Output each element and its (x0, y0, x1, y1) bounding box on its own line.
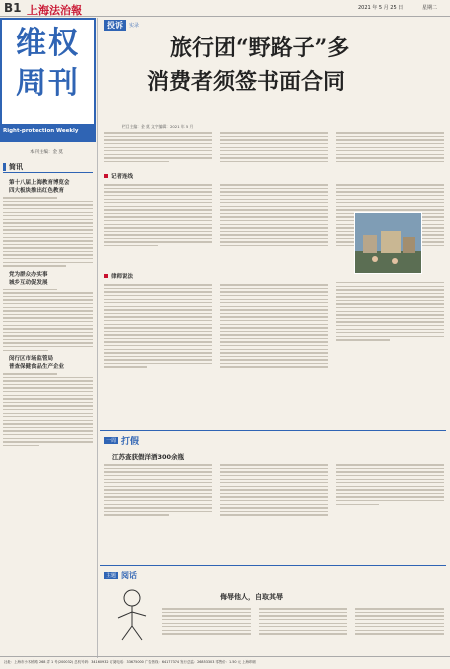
lead-sub-lawyer (104, 272, 133, 280)
brief-heading (3, 162, 93, 173)
lead-body-col2 (220, 130, 328, 170)
bottom-tag-label: 主题 (106, 573, 117, 579)
column-divider (97, 18, 98, 658)
middle-tag-main: 打假 (121, 437, 140, 447)
cartoon-figure-icon (106, 586, 158, 642)
lead-headline-1: 旅行团“野路子”多 (170, 35, 350, 61)
lead-body-low-col1 (104, 282, 212, 406)
lead-tag-label: 投诉 (104, 20, 126, 31)
footer-text: 社址：上海市小木桥路 268 弄 1 号(200032) 总机号码：34160932 订阅电话：33675000 广告热线：64177374 发行总监：26853303 零售价：1.50 元 上海印刷 (4, 660, 256, 664)
lead-sub-reporter (104, 172, 133, 180)
brief-item3-title-b: 普查保健食品生产企业 (9, 363, 65, 370)
bottom-body (162, 606, 444, 652)
middle-headline: 江苏查获假洋酒300余瓶 (112, 453, 185, 461)
brief-item2-body (3, 289, 93, 351)
lead-tag-sub: 实录 (129, 23, 140, 29)
lead-body-col3 (336, 130, 444, 170)
bottom-divider (100, 565, 446, 566)
middle-body-col2 (220, 462, 328, 562)
lead-headline-2: 消费者须签书面合同 (147, 69, 346, 95)
lead-body-mid-col2 (220, 182, 328, 270)
lead-body-low-col3 (336, 282, 444, 406)
middle-body-col1 (104, 462, 212, 562)
lead-tag (104, 20, 139, 31)
lead-body-low-col2 (220, 282, 328, 406)
sub-reporter-marker (104, 174, 108, 178)
sub-lawyer-marker (104, 274, 108, 278)
section-title-sub: 周刊 (16, 66, 80, 101)
brief-item2-title-b: 城乡互动促发展 (9, 279, 48, 286)
lead-body-lower (104, 282, 444, 406)
brief-item3-title-a: 闵行区市场监管局 (9, 355, 54, 362)
issue-weekday: 星期二 (422, 5, 438, 11)
bottom-body-col3 (355, 606, 444, 652)
brief-item3-title (9, 355, 93, 371)
section-title-en: Right-protection Weekly (3, 128, 79, 134)
brief-column (3, 162, 93, 652)
lead-byline: 栏目主编：金 莫 文字编辑：2021 年 5 月 (122, 124, 194, 129)
brief-item1-title-a: 第十八届上海教育博览会 (9, 180, 70, 186)
lead-body-upper (104, 130, 444, 170)
brief-heading-label: 简讯 (9, 163, 23, 171)
bottom-tag (104, 570, 137, 581)
bottom-headline: 侮辱他人，自取其辱 (220, 593, 283, 601)
section-editor: 本刊主编：金 莫 (30, 150, 63, 155)
bottom-body-col2 (259, 606, 348, 652)
paper-logo: 上海法治報 (27, 4, 82, 17)
lead-body-col1 (104, 130, 212, 170)
masthead (0, 0, 450, 17)
issue-date: 2021 年 5 月 25 日 (358, 5, 404, 11)
bottom-illustration (106, 586, 158, 642)
brief-heading-bar (3, 163, 6, 171)
sub-reporter-label: 记者连线 (111, 174, 134, 180)
brief-item3-body (3, 373, 93, 446)
lead-body-mid-col1 (104, 182, 212, 270)
middle-body (104, 462, 444, 562)
middle-divider (100, 430, 446, 431)
photo-image (355, 213, 421, 273)
sub-lawyer-label: 律师说法 (111, 274, 134, 280)
lead-photo (354, 212, 422, 274)
bottom-tag-main: 阅话 (121, 571, 138, 580)
footer (0, 656, 450, 669)
middle-tag (104, 434, 139, 447)
brief-item1-title (9, 179, 93, 195)
brief-item1-body (3, 197, 93, 266)
page-number: B1 (4, 1, 22, 15)
middle-tag-label: 一周 (106, 438, 117, 444)
bottom-body-col1 (162, 606, 251, 652)
brief-item2-title (9, 271, 93, 287)
middle-body-col3 (336, 462, 444, 562)
brief-item1-title-b: 四大板块推出红色教育 (9, 188, 65, 194)
section-title-main: 维权 (16, 26, 80, 61)
brief-item2-title-a: 党为群众办实事 (9, 271, 48, 278)
